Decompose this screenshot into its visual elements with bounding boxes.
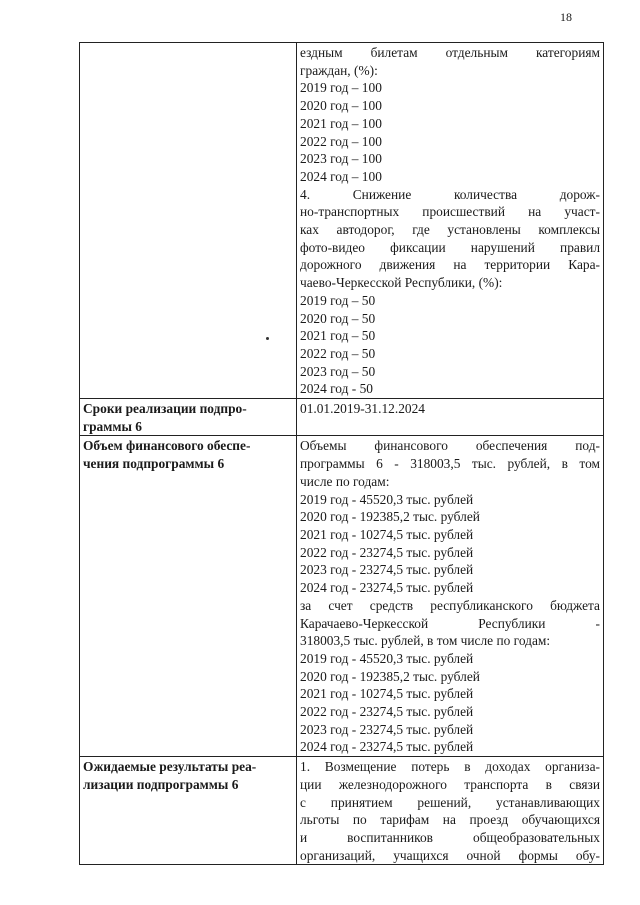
row-value-cell [297,757,604,865]
value-text-line: граждан, (%): [300,62,378,78]
value-list-item: 2019 год – 100 [300,80,382,96]
row-label-cell [80,43,297,399]
value-list-item: 2019 год – 50 [300,292,376,308]
value-text-line: за счет средств республиканского бюджета [300,597,600,613]
value-text-line: программы 6 - 318003,5 тыс. рублей, в том [300,456,600,472]
value-text-line: организаций, учащихся очной формы обу- [300,847,600,863]
row-value-cell [297,436,604,757]
value-list-item: 2024 год - 23274,5 тыс. рублей [300,739,474,755]
table-body [80,43,604,865]
row-value-cell [297,43,604,399]
value-list-item: 2020 год – 100 [300,98,382,114]
value-text-line: 318003,5 тыс. рублей, в том числе по годам: [300,633,551,649]
value-list-item: 2022 год – 100 [300,133,382,149]
value-text-line: с принятием решений, устанавливающих [300,794,600,810]
subprogram-passport-table [79,42,604,865]
value-text-line: Объемы финансового обеспечения под- [300,438,600,454]
row-label-line: граммы 6 [83,418,142,434]
value-text-line: ках автодорог, где установлены комплексы [300,222,600,238]
value-list-item: 2022 год - 23274,5 тыс. рублей [300,704,474,720]
value-text-line: но-транспортных происшествий на участ- [300,204,600,220]
table-row [80,436,604,757]
value-text-line: и воспитанников общеобразовательных [300,829,600,845]
value-text-line: фото-видео фиксации нарушений правил [300,239,600,255]
value-text-line: ездным билетам отдельным категориям [300,45,600,60]
value-list-item: 2020 год - 192385,2 тыс. рублей [300,668,480,684]
value-list-item: 2021 год - 10274,5 тыс. рублей [300,686,474,702]
value-text-line: дорожного движения на территории Кара- [300,257,600,273]
table-row [80,399,604,436]
value-text-line: Карачаево-Черкесской Республики - [300,615,600,631]
value-list-item: 2024 год - 50 [300,381,373,397]
value-text-line: льготы по тарифам на проезд обучающихся [300,812,600,828]
row-label-cell [80,757,297,865]
value-list-item: 2019 год - 45520,3 тыс. рублей [300,491,474,507]
value-list-item: 2022 год - 23274,5 тыс. рублей [300,544,474,560]
row-label-line: Ожидаемые результаты реа- [83,759,257,775]
value-text-line: числе по годам: [300,473,390,489]
value-list-item: 2023 год – 50 [300,363,376,379]
table-row [80,757,604,865]
value-list-item: 2023 год – 100 [300,151,382,167]
value-list-item: 2019 год - 45520,3 тыс. рублей [300,650,474,666]
row-label-line: лизации подпрограммы 6 [83,776,239,792]
value-list-item: 2021 год - 10274,5 тыс. рублей [300,526,474,542]
value-list-item: 01.01.2019-31.12.2024 [300,401,425,417]
value-list-item: 2022 год – 50 [300,345,376,361]
value-text-line: ции железнодорожного транспорта в связи [300,776,600,792]
value-list-item: 2021 год – 50 [300,328,376,344]
stray-mark [266,337,269,340]
page-number: 18 [560,10,572,24]
value-text-line: чаево-Черкесской Республики, (%): [300,275,503,291]
row-value-cell [297,399,604,436]
table-row [80,43,604,399]
value-list-item: 2020 год – 50 [300,310,376,326]
row-label-line: чения подпрограммы 6 [83,456,225,472]
value-list-item: 2024 год – 100 [300,168,382,184]
value-list-item: 2020 год - 192385,2 тыс. рублей [300,509,480,525]
value-text-line: 4. Снижение количества дорож- [300,186,600,202]
value-list-item: 2024 год - 23274,5 тыс. рублей [300,580,474,596]
row-label-cell [80,399,297,436]
row-label-cell [80,436,297,757]
row-label-line: Сроки реализации подпро- [83,401,247,417]
value-list-item: 2023 год - 23274,5 тыс. рублей [300,721,474,737]
value-list-item: 2023 год - 23274,5 тыс. рублей [300,562,474,578]
value-text-line: 1. Возмещение потерь в доходах организа- [300,759,600,775]
row-label-line: Объем финансового обеспе- [83,438,251,454]
value-list-item: 2021 год – 100 [300,115,382,131]
